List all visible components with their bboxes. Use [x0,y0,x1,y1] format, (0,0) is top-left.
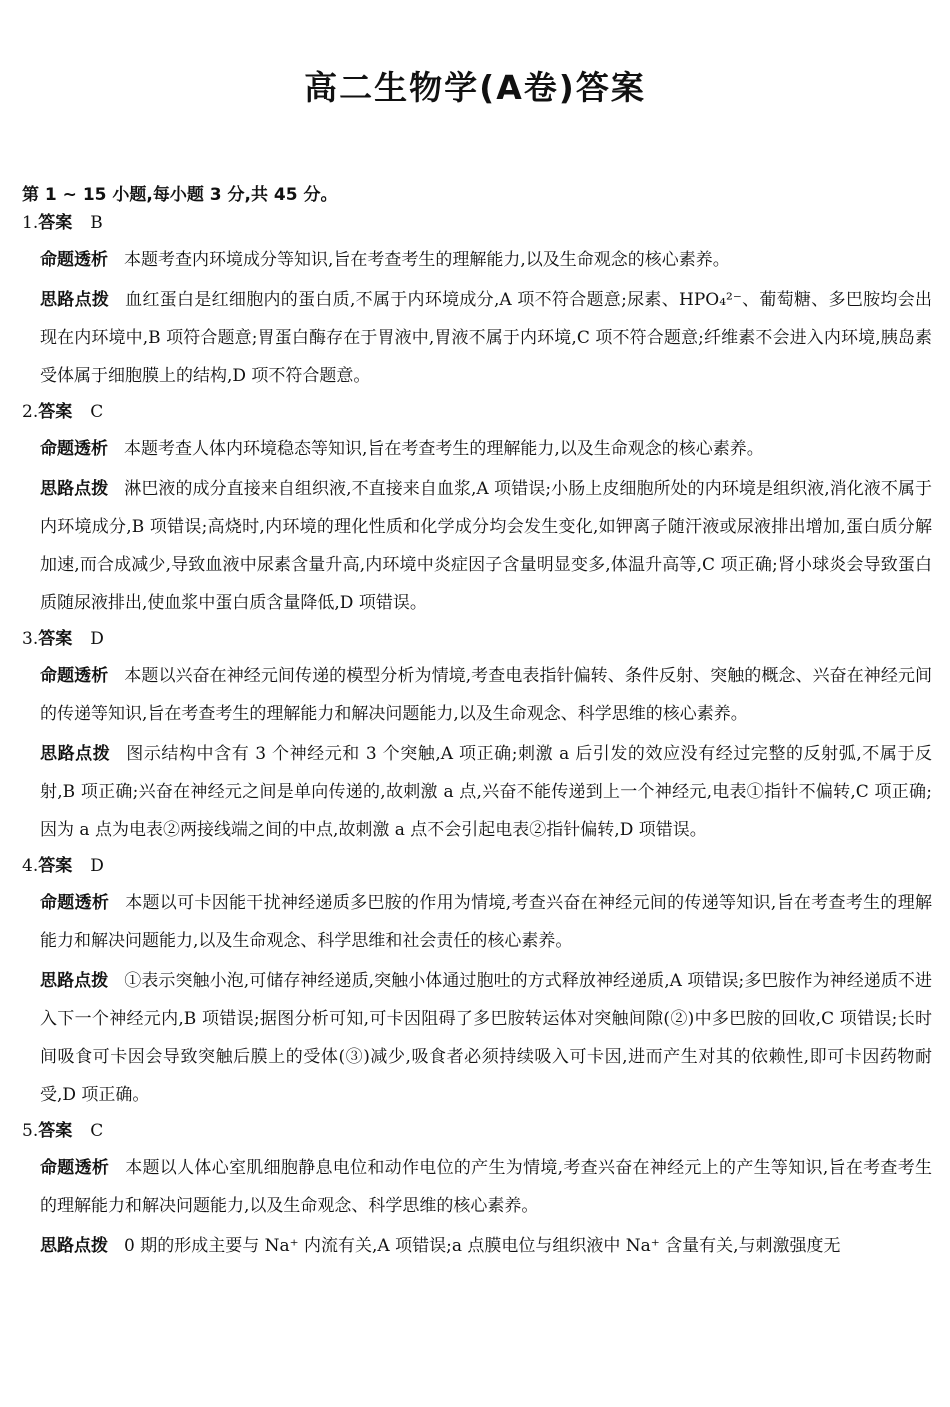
question-number: 1. [22,213,39,233]
question-4 [22,851,932,1114]
hint-paragraph [40,470,932,622]
page-title: 高二生物学(A卷)答案 [304,68,646,107]
analysis-text: 本题以可卡因能干扰神经递质多巴胺的作用为情境,考查兴奋在神经元间的传递等知识,旨在考查考生的理解能力和解决问题能力,以及生命观念、科学思维和社会责任的核心素养。 [40,893,933,951]
analysis-text: 本题以人体心室肌细胞静息电位和动作电位的产生为情境,考查兴奋在神经元上的产生等知识,旨在考查考生的理解能力和解决问题能力,以及生命观念、科学思维的核心素养。 [40,1158,933,1216]
question-number: 3. [22,629,39,649]
hint-label: 思路点拨 [40,744,111,764]
answer-letter: C [90,1121,104,1141]
question-2 [22,397,932,622]
analysis-paragraph [40,241,932,279]
answer-line [22,397,932,427]
question-number: 5. [22,1121,39,1141]
analysis-label: 命题透析 [40,666,109,686]
question-number: 4. [22,856,39,876]
analysis-paragraph [40,430,932,468]
answer-label: 答案 [38,213,73,233]
hint-text: 0 期的形成主要与 Na⁺ 内流有关,A 项错误;a 点膜电位与组织液中 Na⁺ 含量有关,与刺激强度无 [124,1236,841,1256]
hint-text: 淋巴液的成分直接来自组织液,不直接来自血浆,A 项错误;小肠上皮细胞所处的内环境是组织液,消化液不属于内环境成分,B 项错误;高烧时,内环境的理化性质和化学成分均会发生变化,如钾离子随汗液或尿液排出增加,蛋白质分解加速,而合成减少,导致血液中尿素含量升高,内环境中炎症因子含量明显变多,体温升高等,C 项正确;肾小球炎会导致蛋白质随尿液排出,使血浆中蛋白质含量降低,D 项错误。 [40,479,932,613]
answer-line [22,208,932,238]
hint-label: 思路点拨 [40,971,109,991]
answer-line [22,851,932,881]
answer-letter: D [90,856,104,876]
analysis-text: 本题考查人体内环境稳态等知识,旨在考查考生的理解能力,以及生命观念的核心素养。 [124,439,764,459]
answer-letter: D [90,629,104,649]
question-number: 2. [22,402,39,422]
analysis-text: 本题考查内环境成分等知识,旨在考查考生的理解能力,以及生命观念的核心素养。 [124,250,730,270]
hint-label: 思路点拨 [40,479,109,499]
analysis-text: 本题以兴奋在神经元间传递的模型分析为情境,考查电表指针偏转、条件反射、突触的概念、兴奋在神经元间的传递等知识,旨在考查考生的理解能力和解决问题能力,以及生命观念、科学思维的核心素养。 [40,666,933,724]
answer-list [22,208,932,1267]
answer-label: 答案 [38,402,73,422]
answer-letter: B [90,213,103,233]
analysis-paragraph [40,884,932,960]
question-3 [22,624,932,849]
analysis-paragraph [40,657,932,733]
hint-paragraph [40,735,932,849]
hint-text: 血红蛋白是红细胞内的蛋白质,不属于内环境成分,A 项不符合题意;尿素、HPO₄²⁻、葡萄糖、多巴胺均会出现在内环境中,B 项符合题意;胃蛋白酶存在于胃液中,胃液不属于内环境,C 项不符合题意;纤维素不会进入内环境,胰岛素受体属于细胞膜上的结构,D 项不符合题意。 [40,290,932,386]
answer-label: 答案 [38,1121,73,1141]
analysis-paragraph [40,1149,932,1225]
answer-label: 答案 [38,856,73,876]
hint-label: 思路点拨 [40,290,110,310]
hint-text: ①表示突触小泡,可储存神经递质,突触小体通过胞吐的方式释放神经递质,A 项错误;多巴胺作为神经递质不进入下一个神经元内,B 项错误;据图分析可知,可卡因阻碍了多巴胺转运体对突触间隙(②)中多巴胺的回收,C 项错误;长时间吸食可卡因会导致突触后膜上的受体(③)减少,吸食者必须持续吸入可卡因,进而产生对其的依赖性,即可卡因药物耐受,D 项正确。 [40,971,932,1105]
answer-line [22,1116,932,1146]
section-intro: 第 1 ~ 15 小题,每小题 3 分,共 45 分。 [22,185,338,205]
question-5 [22,1116,932,1265]
analysis-label: 命题透析 [40,893,110,913]
answer-letter: C [90,402,104,422]
hint-paragraph [40,281,932,395]
analysis-label: 命题透析 [40,1158,110,1178]
hint-label: 思路点拨 [40,1236,108,1256]
hint-paragraph [40,962,932,1114]
question-1 [22,208,932,395]
analysis-label: 命题透析 [40,250,108,270]
answer-label: 答案 [38,629,73,649]
analysis-label: 命题透析 [40,439,108,459]
answer-line [22,624,932,654]
hint-paragraph [40,1227,932,1265]
hint-text: 图示结构中含有 3 个神经元和 3 个突触,A 项正确;刺激 a 后引发的效应没有经过完整的反射弧,不属于反射,B 项正确;兴奋在神经元之间是单向传递的,故刺激 a 点,兴奋不能传递到上一个神经元,电表①指针不偏转,C 项正确;因为 a 点为电表②两接线端之间的中点,故刺激 a 点不会引起电表②指针偏转,D 项错误。 [40,744,933,840]
